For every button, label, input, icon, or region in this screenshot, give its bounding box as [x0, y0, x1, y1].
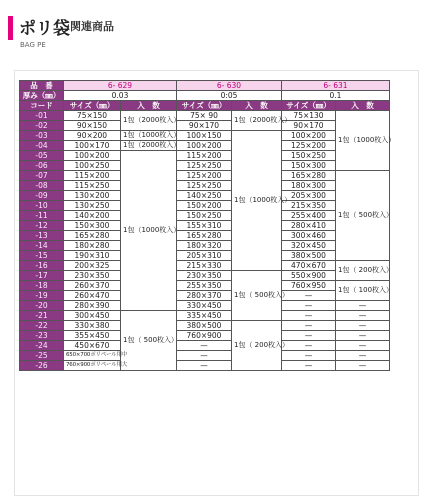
size-cell: 760×900 [177, 331, 232, 341]
row-code: -18 [20, 281, 64, 291]
pack-qty-cell: 1包（ 500枚入） [232, 271, 282, 321]
table-row [20, 291, 390, 301]
row-code: -08 [20, 181, 64, 191]
table-row [20, 261, 390, 271]
size-cell: 255×350 [177, 281, 232, 291]
size-cell: 450×670 [64, 341, 121, 351]
size-cell: — [177, 361, 232, 371]
size-cell: 100×200 [64, 151, 121, 161]
row-code: -07 [20, 171, 64, 181]
qty-header: 入 数 [232, 101, 282, 111]
row-code: -16 [20, 261, 64, 271]
pack-qty-cell: 1包（1000枚入） [121, 131, 177, 141]
size-cell: 205×310 [177, 251, 232, 261]
table-row [20, 181, 390, 191]
size-header: サイズ（㎜） [282, 101, 336, 111]
row-code: -13 [20, 231, 64, 241]
row-code: -10 [20, 201, 64, 211]
row-code: -03 [20, 131, 64, 141]
size-cell: 150×250 [177, 211, 232, 221]
item-number: 6- 631 [282, 81, 390, 91]
size-cell: 140×250 [177, 191, 232, 201]
title-accent-bar [8, 16, 13, 40]
size-cell: — [282, 291, 336, 301]
pack-qty-cell: — [336, 341, 390, 351]
size-cell: 260×370 [64, 281, 121, 291]
page-title: ポリ袋 [19, 19, 70, 39]
size-cell: 180×300 [282, 181, 336, 191]
size-cell: 100×170 [64, 141, 121, 151]
thickness-value: 0.03 [64, 91, 177, 101]
row-code: -23 [20, 331, 64, 341]
size-cell: 190×310 [64, 251, 121, 261]
table-row [20, 311, 390, 321]
size-cell: 130×200 [64, 191, 121, 201]
size-cell: 100×200 [282, 131, 336, 141]
table-row [20, 341, 390, 351]
size-cell: — [177, 341, 232, 351]
row-code: -19 [20, 291, 64, 301]
table-row [20, 171, 390, 181]
table-row [20, 211, 390, 221]
table-row [20, 251, 390, 261]
size-cell: 205×300 [282, 191, 336, 201]
pack-qty-cell: 1包（ 200枚入） [232, 321, 282, 371]
pack-qty-cell: 1包（2000枚入） [232, 111, 282, 131]
size-cell: 300×460 [282, 231, 336, 241]
size-cell: 75×130 [282, 111, 336, 121]
pack-qty-cell: 1包（1000枚入） [232, 131, 282, 271]
pack-qty-cell: 1包（ 100枚入） [336, 281, 390, 301]
size-cell: 260×470 [64, 291, 121, 301]
row-code: -01 [20, 111, 64, 121]
pack-qty-cell: — [336, 301, 390, 311]
size-cell: 230×350 [64, 271, 121, 281]
size-cell: 150×200 [177, 201, 232, 211]
size-cell: 90×150 [64, 121, 121, 131]
size-cell: 115×200 [64, 171, 121, 181]
size-cell: — [282, 311, 336, 321]
size-cell: 155×310 [177, 221, 232, 231]
table-row [20, 151, 390, 161]
size-cell: 355×450 [64, 331, 121, 341]
row-code: -02 [20, 121, 64, 131]
table-row [20, 131, 390, 141]
size-cell: 280×370 [177, 291, 232, 301]
size-cell: 140×200 [64, 211, 121, 221]
size-cell: 470×670 [282, 261, 336, 271]
table-row [20, 361, 390, 371]
product-spec-table [19, 80, 396, 371]
size-cell: 100×250 [64, 161, 121, 171]
item-label: 品 番 [20, 81, 64, 91]
size-cell: 100×200 [177, 141, 232, 151]
size-cell: — [282, 361, 336, 371]
size-cell: 330×380 [64, 321, 121, 331]
row-code: -24 [20, 341, 64, 351]
row-code: -26 [20, 361, 64, 371]
row-code: -14 [20, 241, 64, 251]
pack-qty-cell: — [336, 321, 390, 331]
size-cell: 125×200 [282, 141, 336, 151]
row-code: -05 [20, 151, 64, 161]
table-row [20, 121, 390, 131]
table-row [20, 331, 390, 341]
size-cell: 380×500 [282, 251, 336, 261]
pack-qty-cell: 1包（ 500枚入） [336, 171, 390, 261]
size-cell: 125×250 [177, 161, 232, 171]
row-code: -21 [20, 311, 64, 321]
size-cell: 215×330 [177, 261, 232, 271]
row-code: -20 [20, 301, 64, 311]
size-cell: — [282, 301, 336, 311]
size-cell: 280×410 [282, 221, 336, 231]
size-cell: 115×200 [177, 151, 232, 161]
table-row [20, 191, 390, 201]
row-code: -17 [20, 271, 64, 281]
size-cell: 150×250 [282, 151, 336, 161]
size-cell: 75×150 [64, 111, 121, 121]
size-cell: 180×280 [64, 241, 121, 251]
thickness-value: 0.1 [282, 91, 390, 101]
row-code: -22 [20, 321, 64, 331]
pack-qty-cell: 1包（2000枚入） [121, 141, 177, 151]
size-cell: 125×200 [177, 171, 232, 181]
table-row [20, 231, 390, 241]
size-cell: 255×400 [282, 211, 336, 221]
size-cell: 760×950 [282, 281, 336, 291]
size-cell: 550×900 [282, 271, 336, 281]
size-cell: — [282, 321, 336, 331]
table-row [20, 141, 390, 151]
item-number: 6- 629 [64, 81, 177, 91]
pack-qty-cell: 1包（ 500枚入） [121, 311, 177, 371]
pack-qty-cell: 1包（1000枚入） [121, 151, 177, 311]
table-row [20, 271, 390, 281]
table-row [20, 301, 390, 311]
qty-header: 入 数 [336, 101, 390, 111]
pack-qty-cell: — [336, 351, 390, 361]
size-cell: 180×320 [177, 241, 232, 251]
pack-qty-cell: 1包（ 200枚入） [336, 261, 390, 281]
qty-header: 入 数 [121, 101, 177, 111]
size-cell: 165×280 [177, 231, 232, 241]
row-code: -11 [20, 211, 64, 221]
code-header: コード [20, 101, 64, 111]
size-cell: 90×170 [177, 121, 232, 131]
pack-qty-cell: — [336, 331, 390, 341]
size-cell: 650×700ポリペール用中 [64, 351, 121, 361]
size-cell: 100×150 [177, 131, 232, 141]
size-cell: 200×325 [64, 261, 121, 271]
size-cell: 330×450 [177, 301, 232, 311]
category-code: BAG PE [20, 41, 46, 49]
row-code: -09 [20, 191, 64, 201]
size-cell: 335×450 [177, 311, 232, 321]
row-code: -06 [20, 161, 64, 171]
thickness-row [20, 91, 390, 101]
pack-qty-cell: — [336, 361, 390, 371]
pack-qty-cell: — [336, 311, 390, 321]
size-cell: 300×450 [64, 311, 121, 321]
table-row [20, 281, 390, 291]
size-header: サイズ（㎜） [177, 101, 232, 111]
size-cell: 90×200 [64, 131, 121, 141]
table-row [20, 351, 390, 361]
table-row [20, 241, 390, 251]
size-cell: — [282, 341, 336, 351]
size-cell: 165×280 [282, 171, 336, 181]
size-cell: 280×390 [64, 301, 121, 311]
size-cell: 90×170 [282, 121, 336, 131]
page-subtitle: 関連商品 [70, 20, 114, 33]
size-cell: 125×250 [177, 181, 232, 191]
size-cell: 380×500 [177, 321, 232, 331]
row-code: -15 [20, 251, 64, 261]
column-header-row [20, 101, 390, 111]
size-cell: 230×350 [177, 271, 232, 281]
table-row [20, 321, 390, 331]
item-number: 6- 630 [177, 81, 282, 91]
size-cell: 115×250 [64, 181, 121, 191]
table-row [20, 201, 390, 211]
table-row [20, 161, 390, 171]
pack-qty-cell: 1包（1000枚入） [336, 111, 390, 171]
page-header [0, 0, 427, 70]
row-code: -12 [20, 221, 64, 231]
size-cell: 320×450 [282, 241, 336, 251]
row-code: -25 [20, 351, 64, 361]
size-header: サイズ（㎜） [64, 101, 121, 111]
table-row [20, 221, 390, 231]
size-cell: 165×280 [64, 231, 121, 241]
size-cell: 215×350 [282, 201, 336, 211]
size-cell: 760×900ポリペール用大 [64, 361, 121, 371]
size-cell: — [282, 351, 336, 361]
item-number-row [20, 81, 390, 91]
thickness-label: 厚み（㎜） [20, 91, 64, 101]
size-cell: 150×300 [64, 221, 121, 231]
row-code: -04 [20, 141, 64, 151]
size-cell: — [177, 351, 232, 361]
size-cell: 130×250 [64, 201, 121, 211]
size-cell: 150×300 [282, 161, 336, 171]
pack-qty-cell: 1包（2000枚入） [121, 111, 177, 131]
thickness-value: 0:05 [177, 91, 282, 101]
size-cell: 75× 90 [177, 111, 232, 121]
size-cell: — [282, 331, 336, 341]
table-row [20, 111, 390, 121]
